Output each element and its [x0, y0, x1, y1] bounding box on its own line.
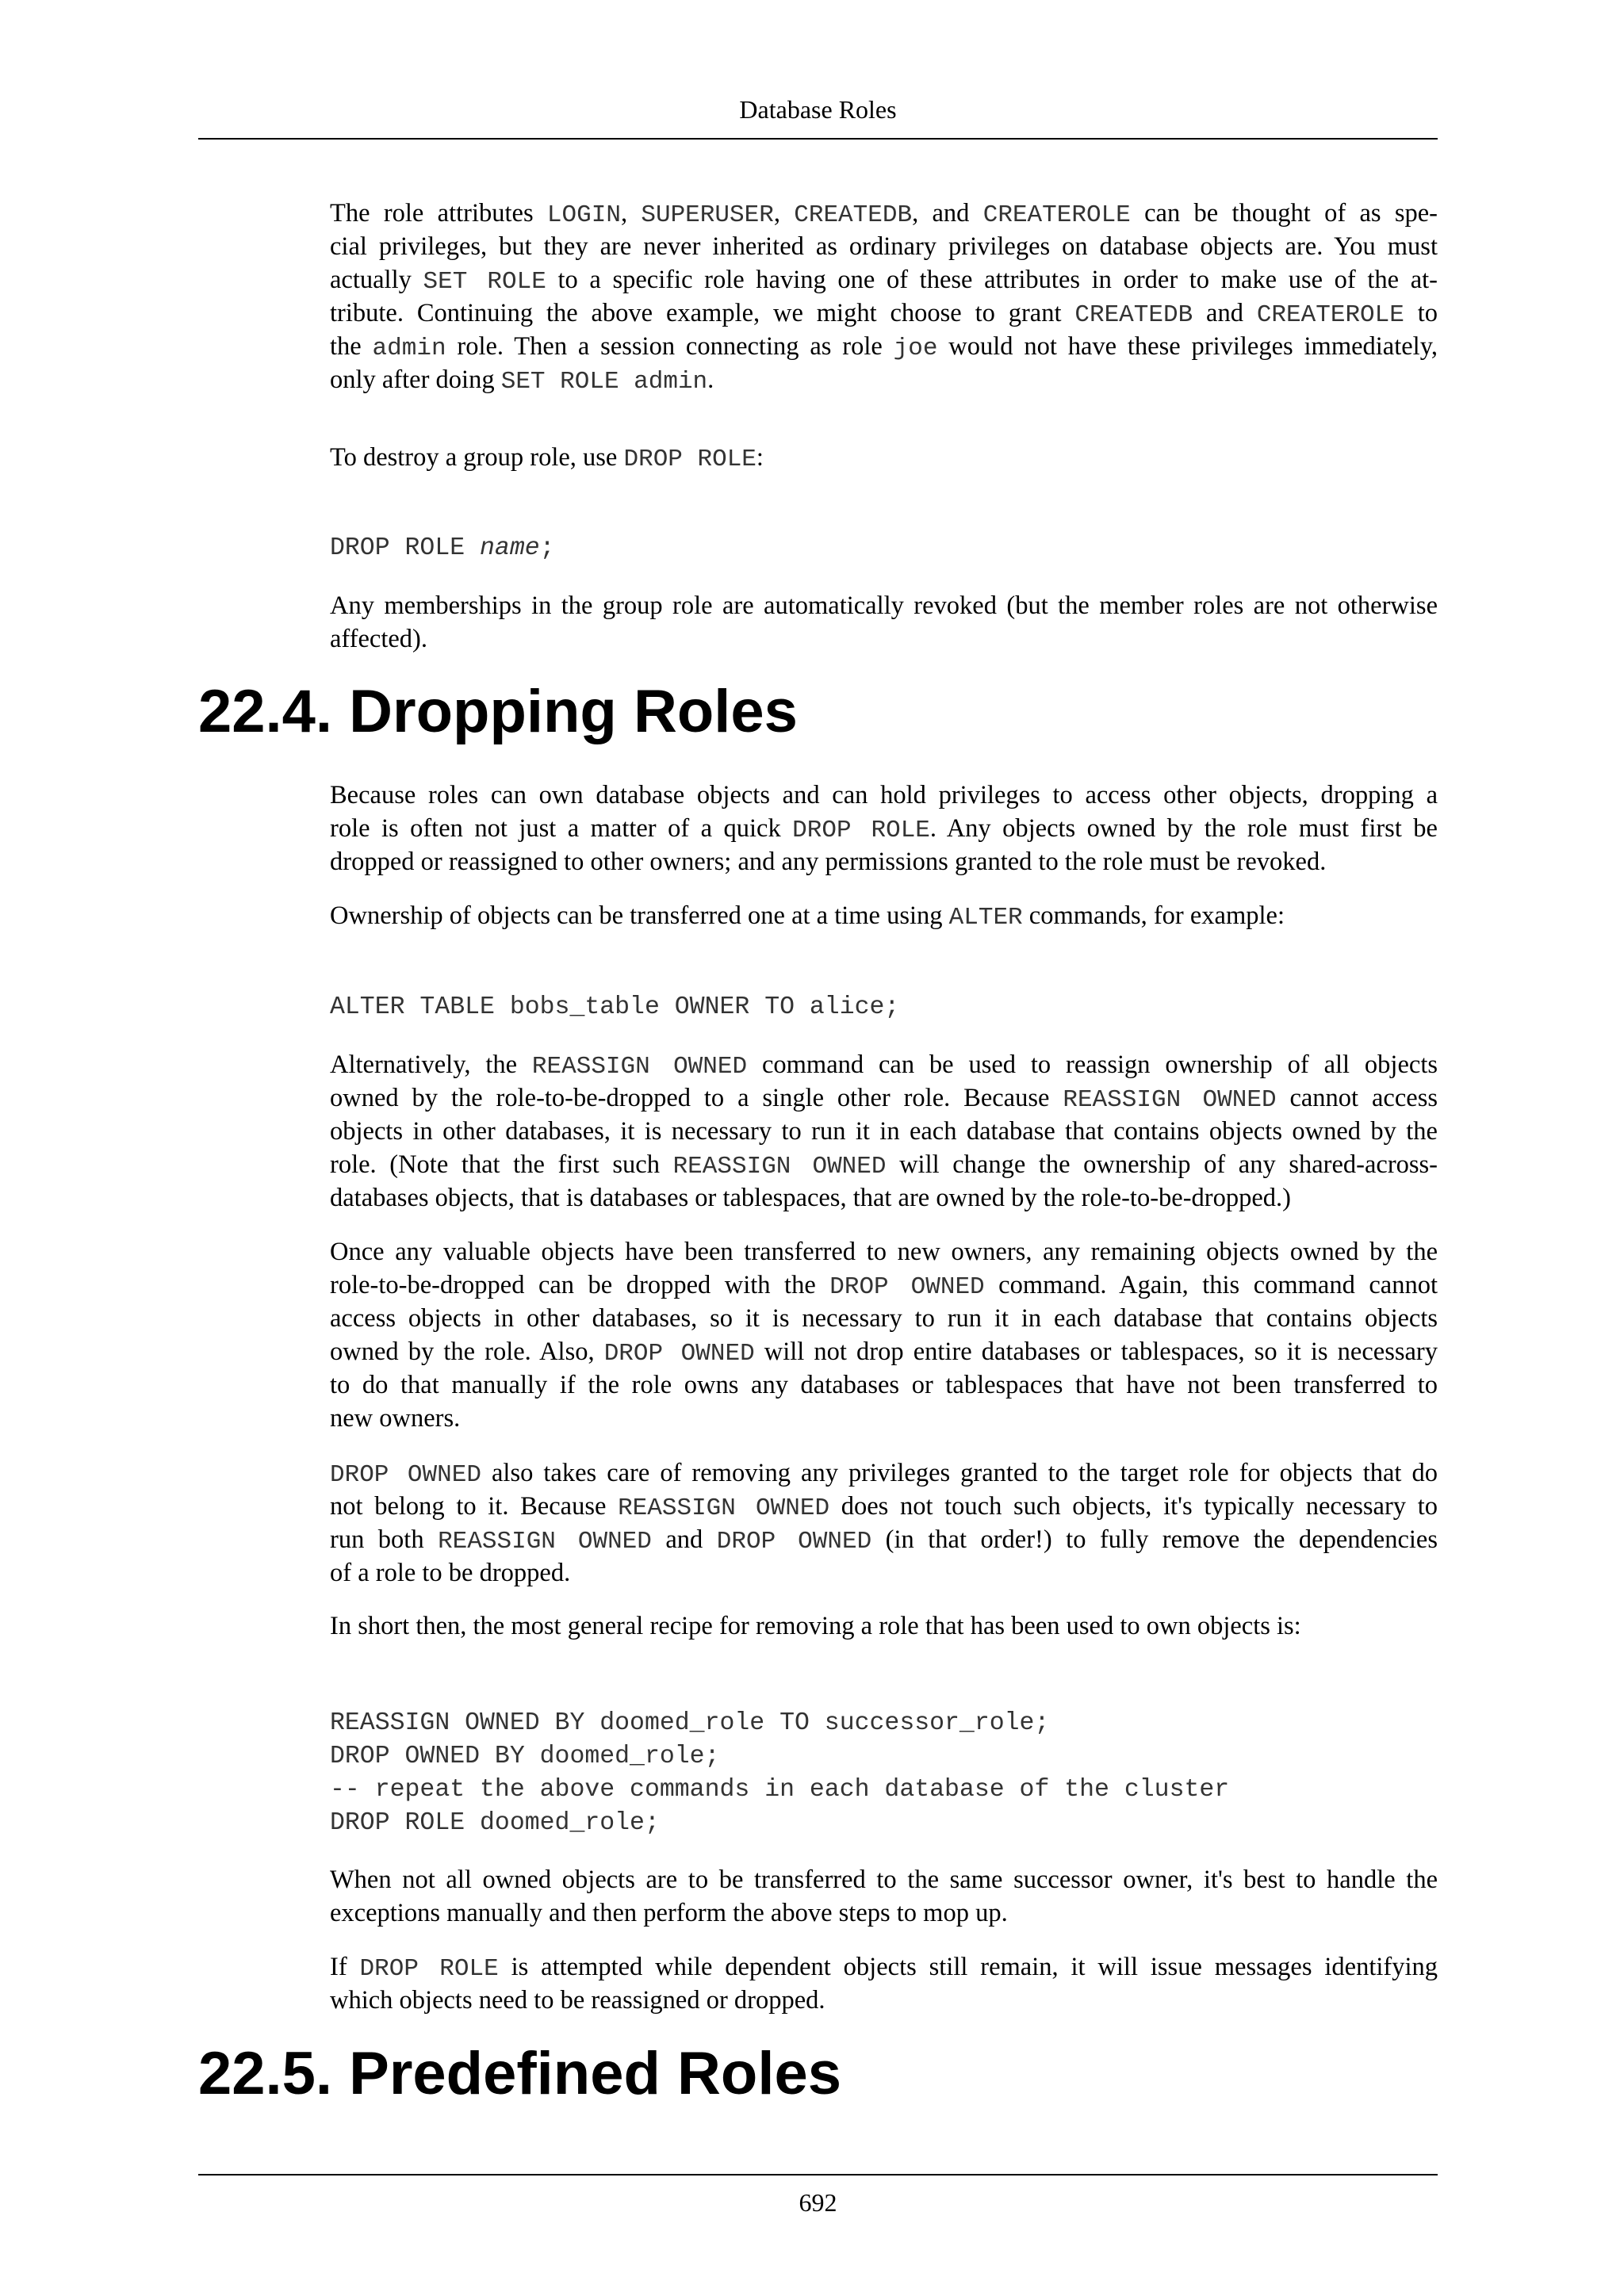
paragraph-alternatively [330, 1048, 1438, 1215]
text-line: Because roles can own database objects and can hold privileges to access other objects, dropping a [330, 781, 1438, 809]
code-joe: joe [893, 335, 938, 362]
code-drop-owned: DROP OWNED [829, 1273, 985, 1301]
paragraph-memberships [330, 589, 1438, 656]
text-line: When not all owned objects are to be transferred to the same successor owner, it's best to handle the [330, 1866, 1438, 1894]
paragraph-ownership [330, 899, 1438, 932]
code-drop-role: DROP ROLE [623, 446, 756, 473]
text-line: Ownership of objects can be transferred one at a time using ALTER commands, for example: [330, 901, 1285, 932]
code-superuser: SUPERUSER [641, 201, 774, 229]
code-login: LOGIN [546, 201, 621, 229]
text-line: objects in other databases, it is necessary to run it in each database that contains objects owned by the [330, 1117, 1438, 1146]
paragraph-drop-owned-privileges [330, 1456, 1438, 1590]
header-rule [198, 138, 1438, 140]
text-line: only after doing SET ROLE admin. [330, 365, 714, 396]
text-line: which objects need to be reassigned or dropped. [330, 1986, 825, 2015]
code-block-alter-table: ALTER TABLE bobs_table OWNER TO alice; [330, 993, 900, 1021]
section-heading-predefined-roles: 22.5. Predefined Roles [198, 2040, 841, 2107]
text-line: In short then, the most general recipe for removing a role that has been used to own objects is: [330, 1612, 1301, 1640]
paragraph-once-transferred [330, 1235, 1438, 1435]
paragraph-when-not-all [330, 1863, 1438, 1930]
code-createrole: CREATEROLE [982, 201, 1131, 229]
paragraph-because-roles [330, 779, 1438, 878]
text-line: DROP OWNED also takes care of removing any privileges granted to the target role for objects that do [330, 1459, 1438, 1489]
code-set-role-admin: SET ROLE admin [500, 368, 708, 396]
text-line: access objects in other databases, so it is necessary to run it in each database that contains objects [330, 1304, 1438, 1333]
section-heading-dropping-roles: 22.4. Dropping Roles [198, 678, 798, 745]
code-alter: ALTER [948, 904, 1023, 932]
text-line: to do that manually if the role owns any databases or tablespaces that have not been transferred to [330, 1371, 1438, 1399]
text-line: the admin role. Then a session connecting as role joe would not have these privileges immediately, [330, 332, 1438, 362]
text-line: cial privileges, but they are never inherited as ordinary privileges on database objects are. You must [330, 232, 1438, 261]
text-line: The role attributes LOGIN, SUPERUSER, CREATEDB, and CREATEROLE can be thought of as spe- [330, 199, 1438, 229]
code-admin: admin [372, 335, 446, 362]
running-header: Database Roles [739, 95, 897, 124]
code-reassign-owned: REASSIGN OWNED [531, 1053, 748, 1081]
text-line: new owners. [330, 1404, 461, 1433]
code-set-role: SET ROLE [423, 268, 546, 296]
text-line: Once any valuable objects have been transferred to new owners, any remaining objects owned by the [330, 1238, 1438, 1266]
code-block-drop-role: DROP ROLE name; [330, 534, 555, 562]
text-line: tribute. Continuing the above example, we might choose to grant CREATEDB and CREATEROLE to [330, 299, 1438, 329]
text-line: affected). [330, 625, 427, 653]
text-line: actually SET ROLE to a specific role having one of these attributes in order to make use of the at- [330, 266, 1438, 296]
paragraph-destroy-group [330, 441, 1438, 474]
text-line: Alternatively, the REASSIGN OWNED command can be used to reassign ownership of all objects [330, 1050, 1438, 1081]
text-line: run both REASSIGN OWNED and DROP OWNED (in that order!) to fully remove the dependencies [330, 1525, 1438, 1556]
paragraph-if-drop-role [330, 1950, 1438, 2017]
text-line: Any memberships in the group role are automatically revoked (but the member roles are not otherwise [330, 591, 1438, 620]
text-line: If DROP ROLE is attempted while dependent objects still remain, it will issue messages identifying [330, 1953, 1438, 1983]
text-line: role-to-be-dropped can be dropped with the DROP OWNED command. Again, this command cannot [330, 1271, 1438, 1301]
code-createdb: CREATEDB [794, 201, 913, 229]
text-line: owned by the role-to-be-dropped to a single other role. Because REASSIGN OWNED cannot access [330, 1084, 1438, 1114]
paragraph-in-short [330, 1609, 1438, 1643]
text-line: databases objects, that is databases or tablespaces, that are owned by the role-to-be-dropped.) [330, 1184, 1291, 1212]
paragraph-role-attributes [330, 197, 1438, 396]
text-line: exceptions manually and then perform the above steps to mop up. [330, 1899, 1008, 1927]
page-number: 692 [799, 2188, 837, 2217]
text-line: owned by the role. Also, DROP OWNED will not drop entire databases or tablespaces, so it is necessary [330, 1337, 1438, 1368]
code-block-recipe: REASSIGN OWNED BY doomed_role TO successor_role; DROP OWNED BY doomed_role; -- repeat the above commands in each database of the cluster DROP ROLE doomed_role; [330, 1709, 1230, 1837]
text-line: not belong to it. Because REASSIGN OWNED does not touch such objects, it's typically necessary to [330, 1492, 1438, 1522]
text-line: dropped or reassigned to other owners; and any permissions granted to the role must be revoked. [330, 848, 1327, 876]
text-line: role is often not just a matter of a quick DROP ROLE. Any objects owned by the role must first be [330, 814, 1438, 844]
text-line: role. (Note that the first such REASSIGN OWNED will change the ownership of any shared-across- [330, 1150, 1438, 1181]
text-line: To destroy a group role, use DROP ROLE: [330, 443, 764, 473]
footer-rule [198, 2174, 1438, 2175]
text-line: of a role to be dropped. [330, 1559, 571, 1587]
